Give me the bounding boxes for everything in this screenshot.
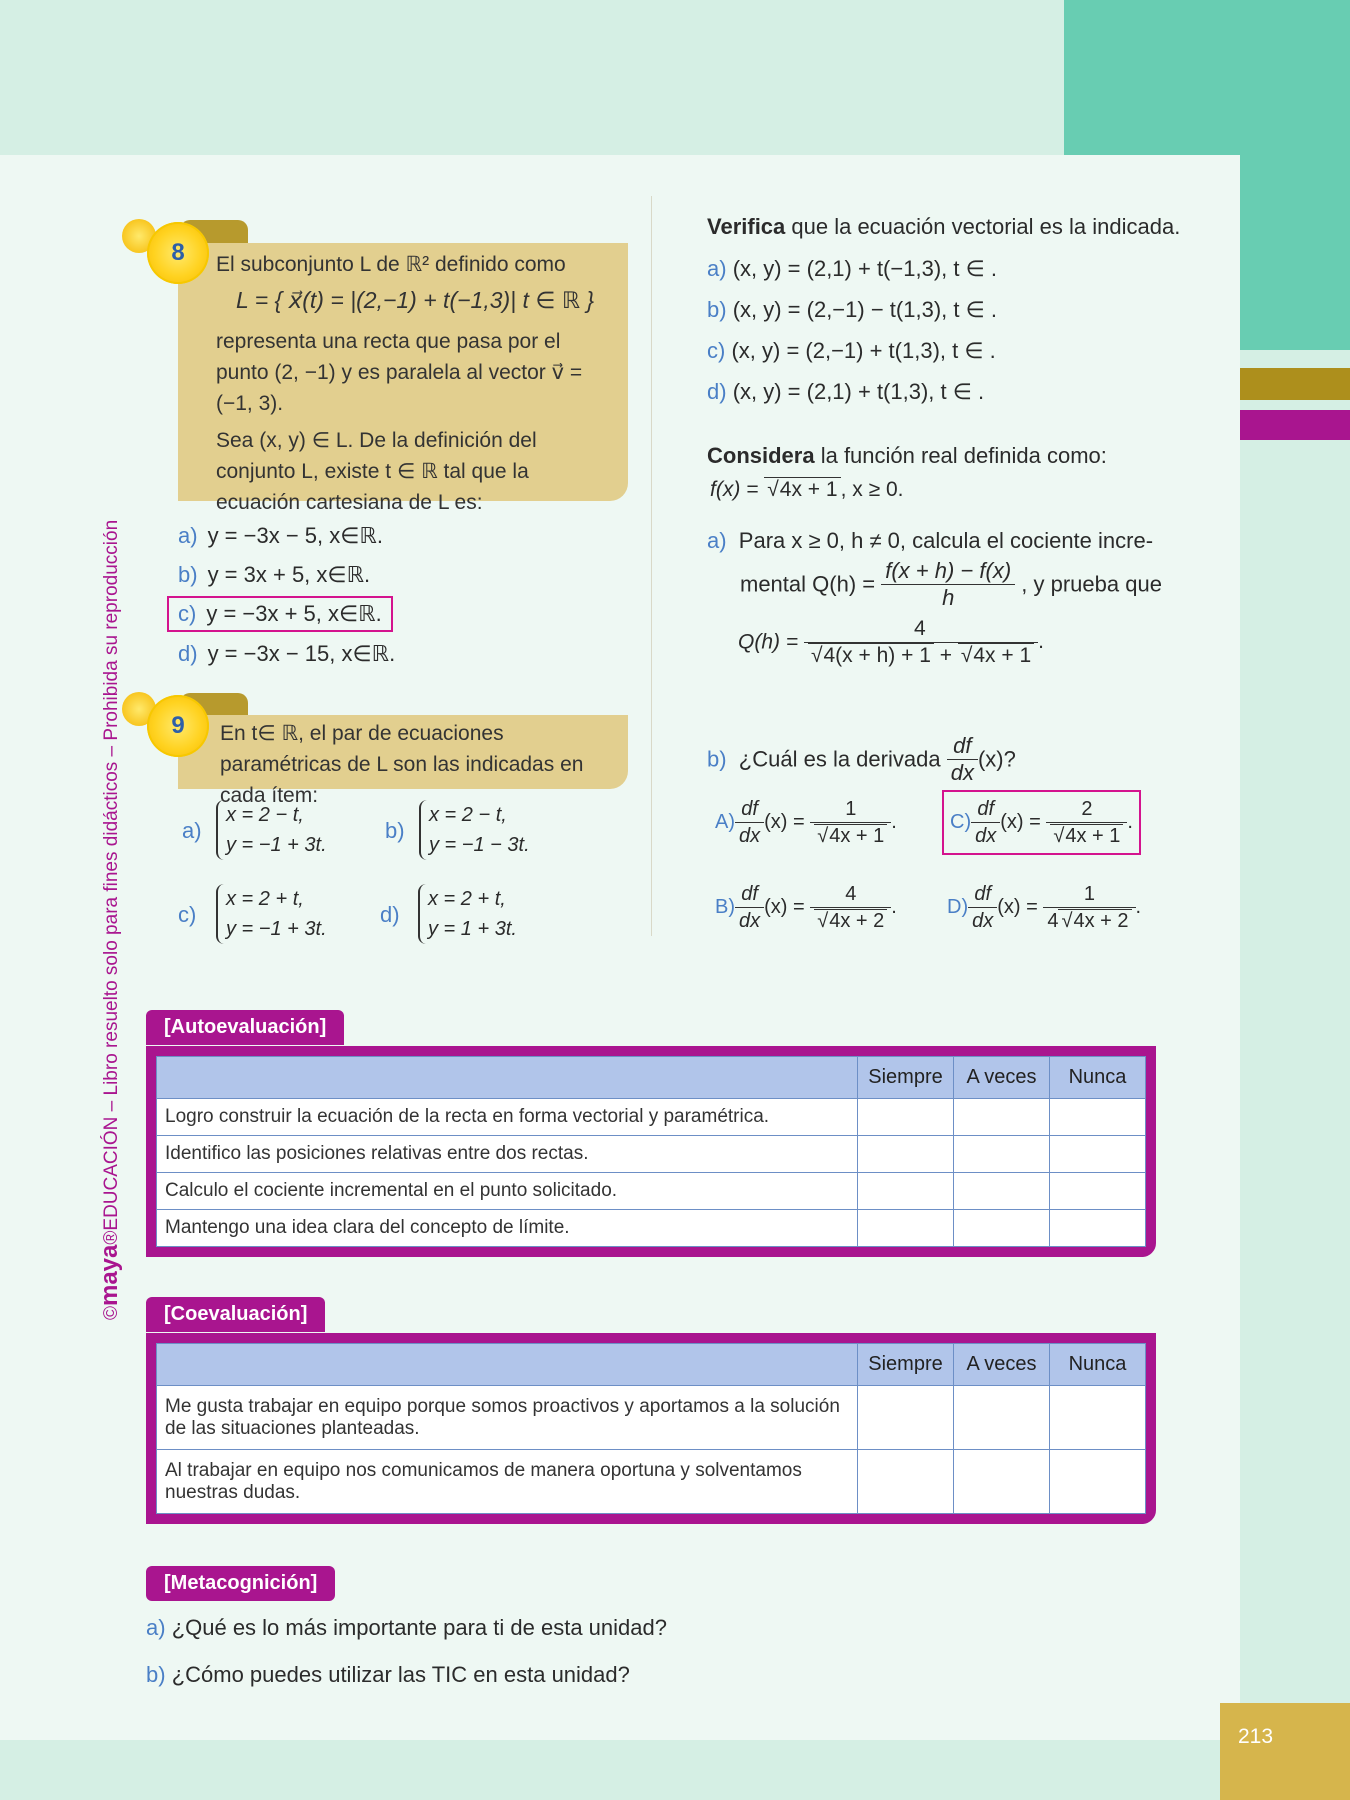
- table-row: Identifico las posiciones relativas entre dos rectas.: [157, 1136, 1146, 1173]
- column-separator: [651, 196, 652, 936]
- copyright-banner: ©maya®EDUCACIÓN – Libro resuelto solo para fines didácticos – Prohibida su reproducción: [96, 519, 123, 1320]
- autoevaluacion-table: Siempre A veces Nunca Logro construir la ecuación de la recta en forma vectorial y paramétrica. Identifico las posiciones relativas entre dos rectas. Calculo el cociente incremental en el punto solicitado. Mantengo una idea clara del concepto de límite.: [156, 1056, 1146, 1247]
- q8-option-d[interactable]: d) y = −3x − 15, x∈ℝ.: [178, 641, 396, 666]
- answer-A[interactable]: A) $\frac{df}{dx}$ (x) = 1 √ 4x + 1 .: [715, 796, 897, 849]
- q8-formula: L = { x⃗(t) = |(2,−1) + t(−1,3)| t ∈ ℝ }: [235, 287, 595, 313]
- table-row: Logro construir la ecuación de la recta en forma vectorial y paramétrica.: [157, 1099, 1146, 1136]
- q8-text3: Sea (x, y) ∈ L. De la definición del conjunto L, existe t ∈ ℝ tal que la ecuación cartesiana de L es:: [216, 429, 537, 514]
- q8-option-c-highlighted[interactable]: c) y = −3x + 5, x∈ℝ.: [167, 596, 393, 632]
- table-row: Calculo el cociente incremental en el punto solicitado.: [157, 1173, 1146, 1210]
- autoevaluacion-title: [Autoevaluación]: [146, 1010, 344, 1045]
- answer-B[interactable]: B) $\frac{df}{dx}$ (x) = 4 √ 4x + 2 .: [715, 881, 897, 934]
- quotient-result: Q(h) = 4 √ 4(x + h) + 1 + √ 4x + 1 .: [738, 616, 1044, 669]
- q8-text2: representa una recta que pasa por el punto (2, −1) y es paralela al vector v⃗ = (−1, 3).: [216, 330, 583, 415]
- function-definition: f(x) = √ 4x + 1 , x ≥ 0.: [710, 478, 903, 502]
- considera-part-a-line2: mental Q(h) = $\frac{f(x + h) - f(x)}{h}$ , y prueba que: [740, 558, 1162, 610]
- q8-box: [178, 243, 628, 514]
- q8-number-badge: 8: [147, 222, 209, 284]
- verifica-heading: Verifica que la ecuación vectorial es la indicada.: [707, 214, 1181, 239]
- coevaluacion-table: Siempre A veces Nunca Me gusta trabajar en equipo porque somos proactivos y aportamos a la solución de las situaciones planteadas. Al trabajar en equipo nos comunicamos de manera oportuna y solventamos nuestras dudas.: [156, 1343, 1146, 1514]
- brand-logo: maya: [96, 1244, 123, 1306]
- metacognicion-item-b: b) ¿Cómo puedes utilizar las TIC en esta unidad?: [146, 1662, 630, 1687]
- verifica-option-b[interactable]: b) (x, y) = (2,−1) − t(1,3), t ∈ .: [707, 297, 997, 322]
- q8-option-a[interactable]: a) y = −3x − 5, x∈ℝ.: [178, 523, 383, 548]
- coevaluacion-title: [Coevaluación]: [146, 1297, 325, 1332]
- considera-part-b: b) ¿Cuál es la derivada $\frac{df}{dx}$ (x)?: [707, 733, 1016, 785]
- q8-option-b[interactable]: b) y = 3x + 5, x∈ℝ.: [178, 562, 371, 587]
- q9-text: En t∈ ℝ, el par de ecuaciones paramétricas de L son las indicadas en cada ítem:: [220, 722, 584, 807]
- footer-band: [0, 1740, 1350, 1800]
- q9-number-badge: 9: [147, 695, 209, 757]
- metacognicion-title: [Metacognición]: [146, 1566, 335, 1601]
- answer-D[interactable]: D) $\frac{df}{dx}$ (x) = $\frac{1}{4√ 4x + 2}$ .: [947, 881, 1141, 934]
- gold-strip: [1240, 368, 1350, 400]
- table-row: Mantengo una idea clara del concepto de límite.: [157, 1210, 1146, 1247]
- page-number: 213: [1220, 1703, 1350, 1800]
- answer-C-highlighted[interactable]: C) $\frac{df}{dx}$ (x) = 2 √ 4x + 1 .: [942, 790, 1141, 855]
- magenta-strip: [1240, 410, 1350, 440]
- verifica-option-a[interactable]: a) (x, y) = (2,1) + t(−1,3), t ∈ .: [707, 256, 997, 281]
- table-row: Me gusta trabajar en equipo porque somos proactivos y aportamos a la solución de las situaciones planteadas.: [157, 1386, 1146, 1450]
- autoevaluacion-table-frame: [146, 1046, 1156, 1257]
- q9-box: [178, 715, 628, 807]
- verifica-option-c[interactable]: c) (x, y) = (2,−1) + t(1,3), t ∈ .: [707, 338, 996, 363]
- considera-heading: Considera la función real definida como:: [707, 443, 1107, 468]
- metacognicion-item-a: a) ¿Qué es lo más importante para ti de esta unidad?: [146, 1615, 667, 1640]
- coevaluacion-table-frame: [146, 1333, 1156, 1524]
- q8-text1: El subconjunto L de ℝ² definido como: [216, 253, 566, 276]
- considera-part-a-line1: a) Para x ≥ 0, h ≠ 0, calcula el cociente incre-: [707, 528, 1154, 553]
- table-row: Al trabajar en equipo nos comunicamos de manera oportuna y solventamos nuestras dudas.: [157, 1450, 1146, 1514]
- verifica-option-d[interactable]: d) (x, y) = (2,1) + t(1,3), t ∈ .: [707, 379, 985, 404]
